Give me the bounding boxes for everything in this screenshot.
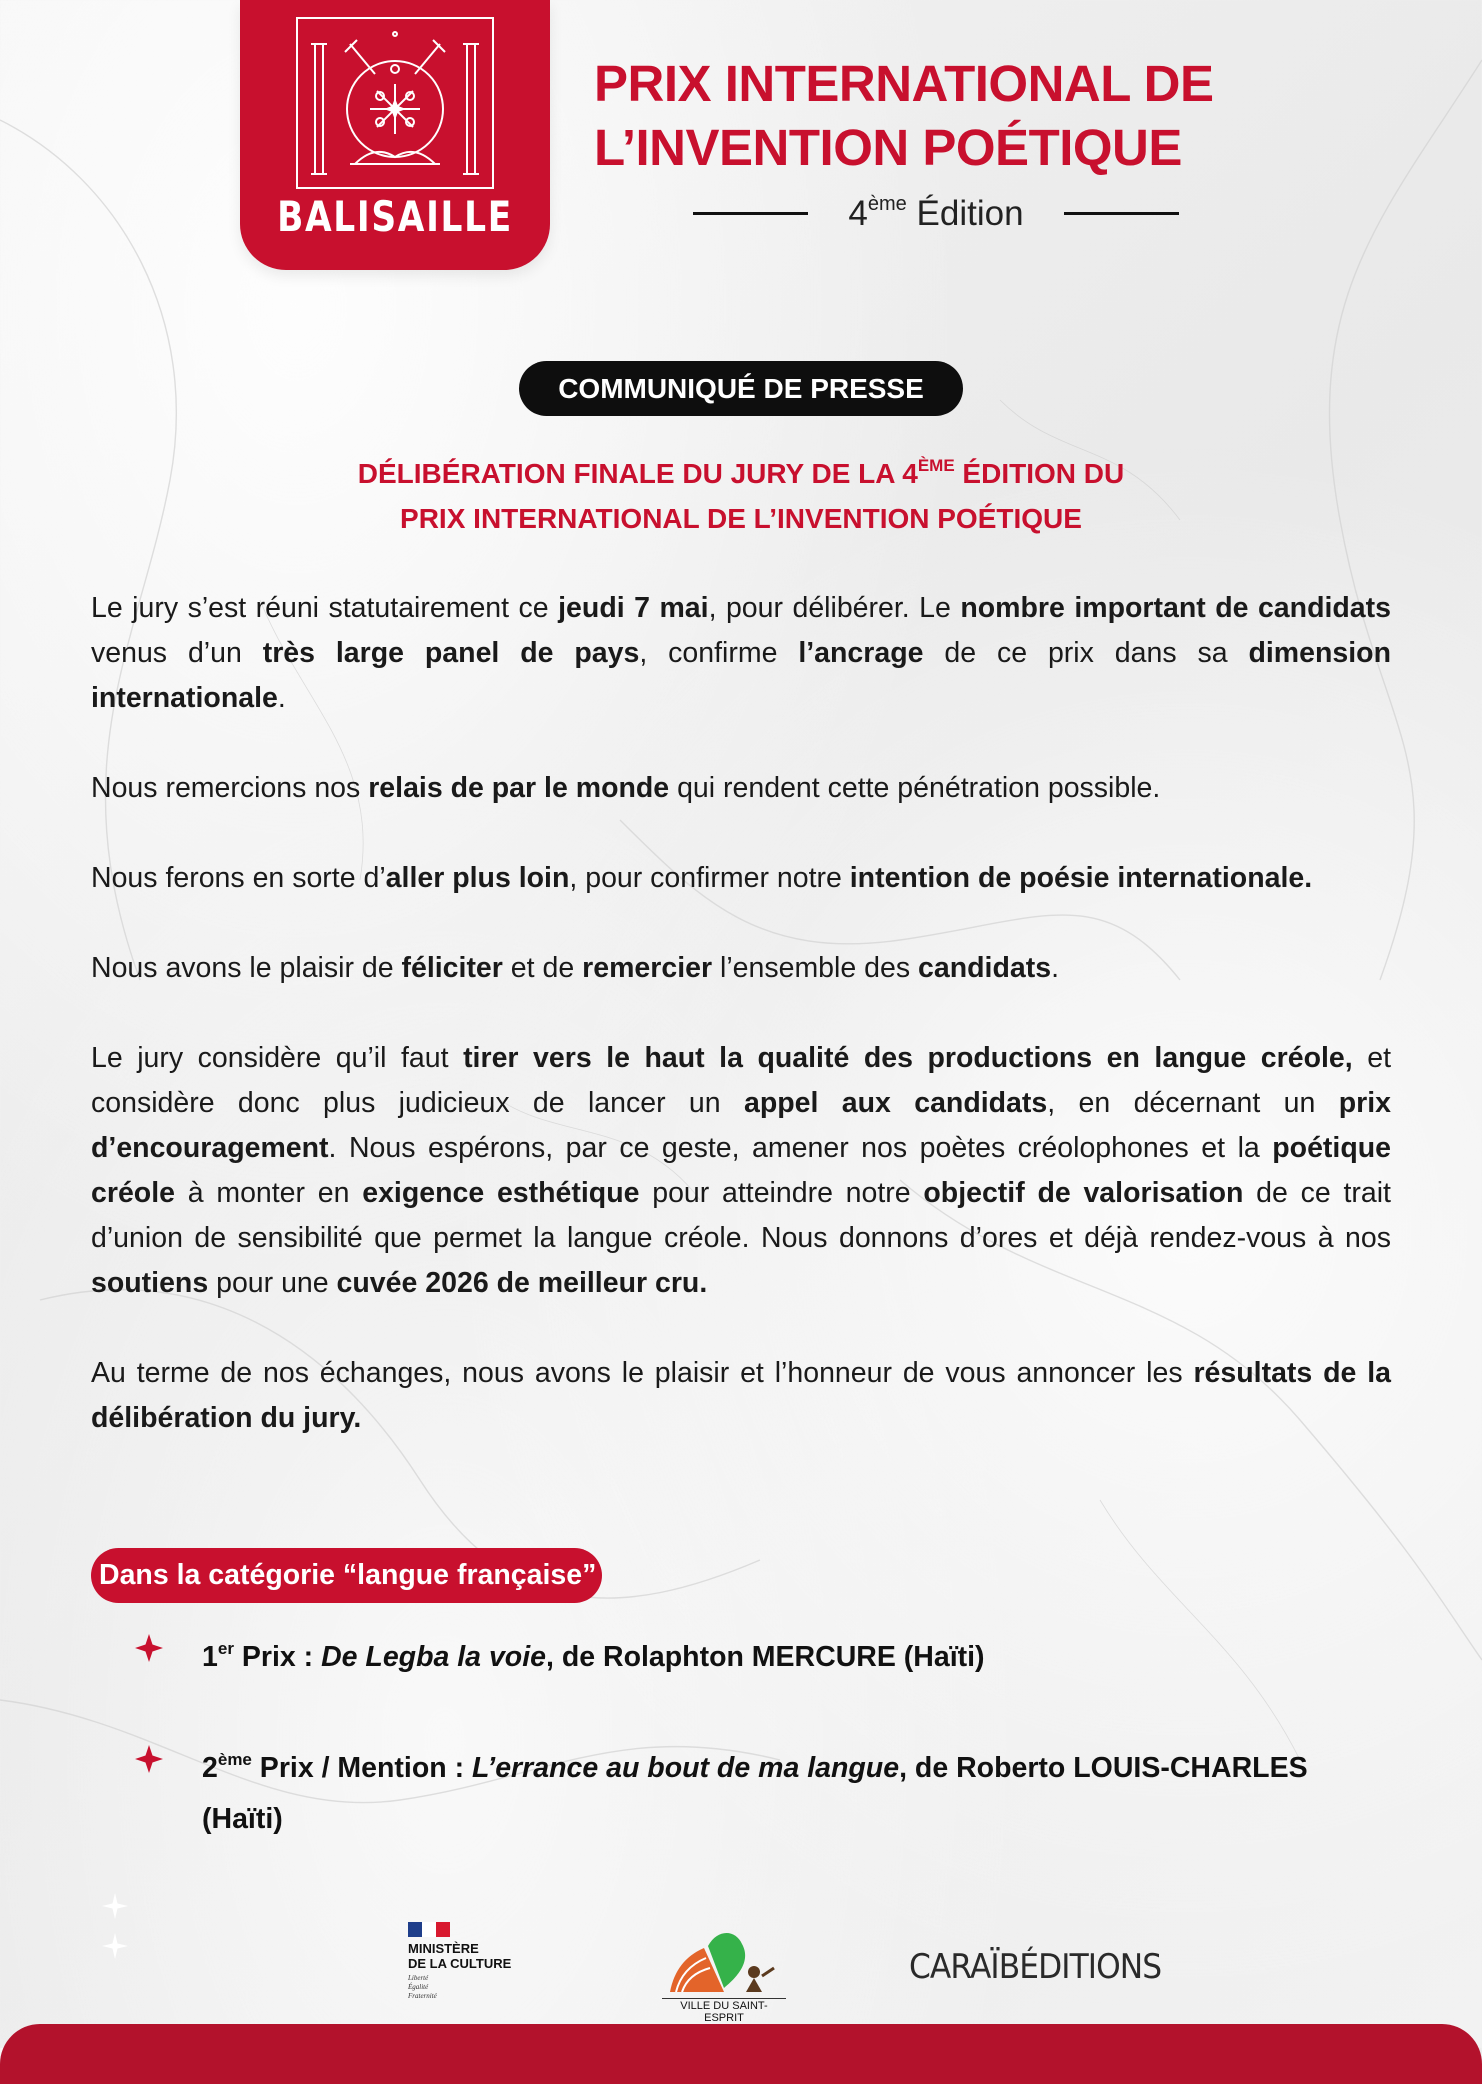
ministry-name-line2: DE LA CULTURE xyxy=(408,1956,512,1971)
edition-suffix: ème xyxy=(867,192,907,215)
emphasis-text: intention de poésie internationale. xyxy=(849,862,1313,894)
edition-divider-left xyxy=(693,212,808,215)
body-paragraph xyxy=(91,1036,1391,1306)
motto-line: Égalité xyxy=(408,1983,429,1991)
paragraph-text: à monter en xyxy=(174,1177,363,1209)
press-release-body xyxy=(91,586,1391,1486)
prize-work-title: De Legba la voie xyxy=(321,1641,546,1673)
emphasis-text: soutiens xyxy=(91,1267,209,1299)
star-bullet-icon xyxy=(134,1633,164,1663)
prize-rank-suffix: er xyxy=(217,1639,234,1658)
paragraph-text: Nous avons le plaisir de xyxy=(91,952,402,984)
paragraph-text: Nous remercions nos xyxy=(91,772,369,804)
sparkle-icon xyxy=(102,1933,128,1959)
edition-label xyxy=(848,193,1023,234)
emphasis-text: poétique créole xyxy=(91,1132,1391,1209)
edition-divider-right xyxy=(1064,212,1179,215)
emphasis-text: dimension internationale xyxy=(91,637,1391,714)
footer-bar xyxy=(0,2024,1482,2084)
emphasis-text: tirer vers le haut la qualité des productions en langue créole, xyxy=(463,1042,1353,1074)
category-label: Dans la catégorie “langue française” xyxy=(91,1548,602,1603)
prize-title-line2: L’INVENTION POÉTIQUE xyxy=(594,119,1182,176)
paragraph-text: Le jury considère qu’il faut xyxy=(91,1042,464,1074)
ministry-motto xyxy=(408,1974,548,2001)
paragraph-text: Nous ferons en sorte d’ xyxy=(91,862,386,894)
prize-rank-suffix: ème xyxy=(217,1750,252,1769)
headline-line1-text: DÉLIBÉRATION FINALE DU JURY DE LA 4 xyxy=(357,458,918,489)
ministry-of-culture-logo xyxy=(408,1922,548,2012)
paragraph-text: pour une xyxy=(208,1267,337,1299)
ministry-name-line1: MINISTÈRE xyxy=(408,1941,479,1956)
paragraph-text: , pour délibérer. Le xyxy=(708,592,961,624)
veve-emblem-icon xyxy=(295,14,495,192)
emphasis-text: objectif de valorisation xyxy=(923,1177,1244,1209)
edition-word: Édition xyxy=(916,193,1024,233)
motto-line: Liberté xyxy=(408,1974,429,1982)
emphasis-text: exigence esthétique xyxy=(362,1177,640,1209)
body-paragraph xyxy=(91,1351,1391,1441)
paragraph-text: l’ensemble des xyxy=(712,952,919,984)
emphasis-text: remercier xyxy=(582,952,713,984)
star-bullet-icon xyxy=(134,1744,164,1774)
emphasis-text: nombre important de candidats xyxy=(960,592,1391,624)
logo-name: BALISAILLE xyxy=(277,192,513,241)
headline-line2: PRIX INTERNATIONAL DE L’INVENTION POÉTIQUE xyxy=(400,503,1082,534)
paragraph-text: et considère donc plus judicieux de lancer un xyxy=(91,1042,1391,1119)
emphasis-text: cuvée 2026 de meilleur cru. xyxy=(336,1267,708,1299)
paragraph-text: , pour confirmer notre xyxy=(569,862,850,894)
emphasis-text: candidats xyxy=(918,952,1052,984)
emphasis-text: jeudi 7 mai xyxy=(558,592,709,624)
body-paragraph xyxy=(91,586,1391,721)
emphasis-text: l’ancrage xyxy=(798,637,924,669)
emphasis-text: résultats de la délibération du jury. xyxy=(91,1357,1392,1434)
prize-title-line1: PRIX INTERNATIONAL DE xyxy=(594,55,1214,112)
city-emblem-icon xyxy=(662,1926,786,1996)
prize-author: , de Roberto LOUIS-CHARLES (Haïti) xyxy=(202,1752,1308,1835)
paragraph-text: qui rendent cette pénétration possible. xyxy=(669,772,1161,804)
balisaille-logo xyxy=(240,0,550,270)
emphasis-text: relais de par le monde xyxy=(368,772,670,804)
prize-title xyxy=(594,52,1294,180)
headline-ordinal: ÈME xyxy=(917,456,955,475)
prize-rank: 2 xyxy=(202,1752,218,1784)
paragraph-text: pour atteindre notre xyxy=(639,1177,924,1209)
prize-rank-label: Prix / Mention : xyxy=(251,1752,472,1784)
prize-rank-label: Prix : xyxy=(233,1641,322,1673)
prize-work-title: L’errance au bout de ma langue xyxy=(472,1752,900,1784)
emphasis-text: appel aux candidats xyxy=(743,1087,1048,1119)
prize-item-first xyxy=(134,1623,1394,1675)
body-paragraph xyxy=(91,946,1391,991)
paragraph-text: et de xyxy=(502,952,583,984)
emphasis-text: féliciter xyxy=(401,952,503,984)
french-flag-icon xyxy=(408,1922,450,1937)
body-paragraph xyxy=(91,856,1391,901)
prize-text xyxy=(202,1734,1392,1845)
prize-text xyxy=(202,1623,1392,1683)
paragraph-text: venus d’un xyxy=(91,637,263,669)
sparkle-icon xyxy=(102,1893,128,1919)
press-release-label: COMMUNIQUÉ DE PRESSE xyxy=(519,361,963,416)
emphasis-text: aller plus loin xyxy=(385,862,570,894)
paragraph-text: , confirme xyxy=(639,637,799,669)
prize-item-second xyxy=(134,1734,1394,1836)
headline-line1 xyxy=(200,443,1282,496)
saint-esprit-city-logo xyxy=(662,1926,786,2024)
paragraph-text: de ce trait d’union de sensibilité que permet la langue créole. Nous donnons d’ores et déjà rendez-vous à nos xyxy=(91,1177,1391,1254)
caraibeditions-logo: CARAÏBÉDITIONS xyxy=(909,1947,1162,1987)
paragraph-text: , en décernant un xyxy=(1047,1087,1339,1119)
prize-author: , de Rolaphton MERCURE (Haïti) xyxy=(545,1641,985,1673)
motto-line: Fraternité xyxy=(408,1992,437,2000)
body-paragraph xyxy=(91,766,1391,811)
edition-number: 4 xyxy=(848,193,868,233)
paragraph-text: Le jury s’est réuni statutairement ce xyxy=(91,592,559,624)
emphasis-text: prix d’encouragement xyxy=(91,1087,1391,1164)
paragraph-text: . xyxy=(277,682,286,714)
city-name: VILLE DU SAINT-ESPRIT xyxy=(662,1998,786,2026)
paragraph-text: . Nous espérons, par ce geste, amener nos poètes créolophones et la xyxy=(328,1132,1273,1164)
paragraph-text: Au terme de nos échanges, nous avons le plaisir et l’honneur de vous annoncer les xyxy=(91,1357,1194,1389)
prize-rank: 1 xyxy=(202,1641,218,1673)
emphasis-text: très large panel de pays xyxy=(262,637,640,669)
paragraph-text: de ce prix dans sa xyxy=(923,637,1249,669)
edition-row xyxy=(693,188,1179,238)
headline xyxy=(200,443,1282,541)
headline-line1-end: ÉDITION DU xyxy=(954,458,1125,489)
paragraph-text: . xyxy=(1051,952,1059,984)
